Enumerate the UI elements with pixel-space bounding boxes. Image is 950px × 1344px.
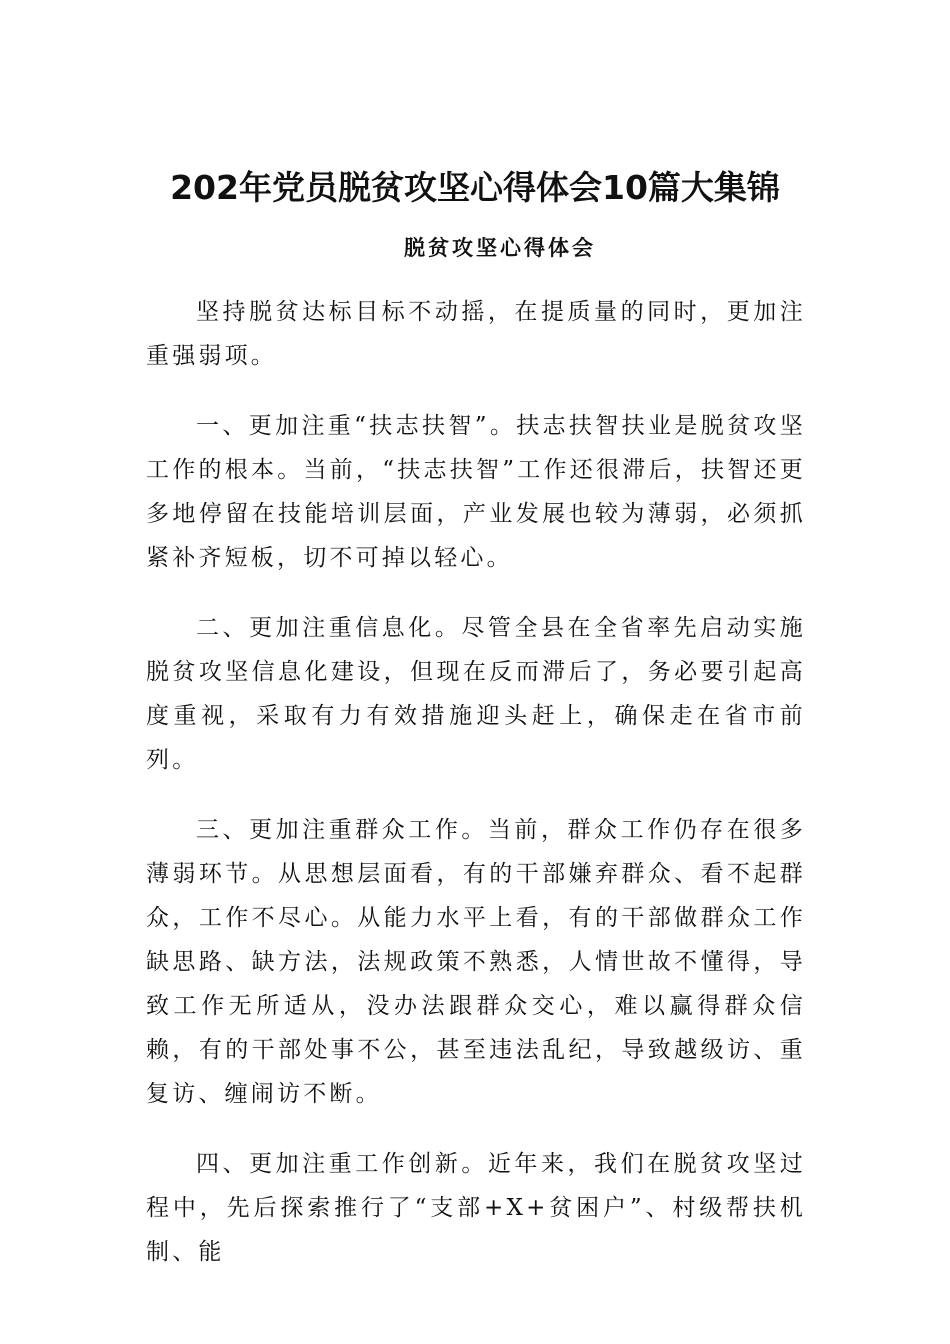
paragraph-4: 四、更加注重工作创新。近年来，我们在脱贫攻坚过程中，先后探索推行了“支部+X+贫困户”、村级帮扶机制、能 (146, 1151, 806, 1265)
paragraph-3: 三、更加注重群众工作。当前，群众工作仍存在很多薄弱环节。从思想层面看，有的干部嫌弃群众、看不起群众，工作不尽心。从能力水平上看，有的干部做群众工作缺思路、缺方法，法规政策不熟悉，人情世故不懂得，导致工作无所适从，没办法跟群众交心，难以赢得群众信赖，有的干部处事不公，甚至违法乱纪，导致越级访、重复访、缠闹访不断。 (146, 817, 806, 1107)
document-subtitle: 脱贫攻坚心得体会 (404, 236, 596, 260)
paragraph-1: 一、更加注重“扶志扶智”。扶志扶智扶业是脱贫攻坚工作的根本。当前，“扶志扶智”工作还很滞后，扶智还更多地停留在技能培训层面，产业发展也较为薄弱，必须抓紧补齐短板，切不可掉以轻心。 (146, 413, 806, 571)
paragraph-intro: 坚持脱贫达标目标不动摇，在提质量的同时，更加注重强弱项。 (146, 299, 806, 369)
document-title: 202年党员脱贫攻坚心得体会10篇大集锦 (170, 168, 780, 207)
document-body (146, 290, 806, 1300)
paragraph-2: 二、更加注重信息化。尽管全县在全省率先启动实施脱贫攻坚信息化建设，但现在反而滞后了，务必要引起高度重视，采取有力有效措施迎头赶上，确保走在省市前列。 (146, 615, 806, 773)
